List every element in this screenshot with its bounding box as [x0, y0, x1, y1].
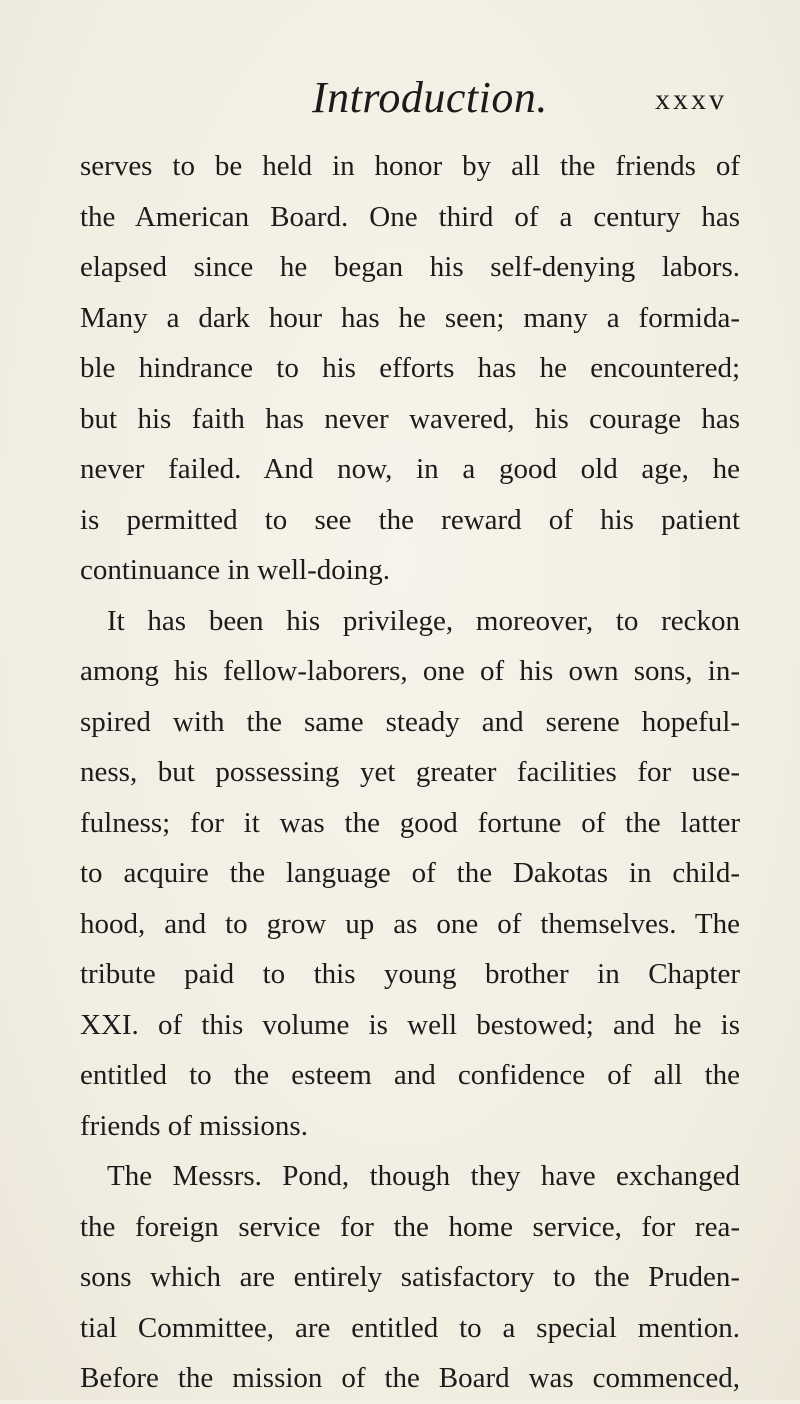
text-line: XXI. of this volume is well bestowed; and he is: [80, 1008, 740, 1041]
text-line: tribute paid to this young brother in Chapter: [80, 958, 740, 990]
text-line: the American Board. One third of a century has: [80, 200, 740, 233]
text-line: the foreign service for the home service, for rea-: [80, 1210, 740, 1243]
text-line: sons which are entirely satisfactory to the Pruden-: [80, 1261, 740, 1293]
text-line: elapsed since he began his self-denying labors.: [80, 251, 740, 283]
text-line: never failed. And now, in a good old age, he: [80, 453, 740, 485]
text-line: tial Committee, are entitled to a special mention.: [80, 1311, 740, 1344]
running-title: Introduction.: [312, 73, 548, 122]
text-line: friends of missions.: [80, 1109, 308, 1142]
page-number: xxxv: [655, 83, 727, 116]
text-line: to acquire the language of the Dakotas in child-: [80, 857, 740, 889]
text-line: Before the mission of the Board was commenced,: [80, 1362, 740, 1394]
text-line: Many a dark hour has he seen; many a formida-: [80, 301, 740, 334]
text-line: entitled to the esteem and confidence of all the: [80, 1059, 740, 1091]
text-line: The Messrs. Pond, though they have exchanged: [107, 1160, 740, 1192]
text-line: continuance in well-doing.: [80, 554, 391, 586]
text-line: is permitted to see the reward of his patient: [80, 503, 740, 536]
text-line: It has been his privilege, moreover, to reckon: [107, 604, 740, 637]
text-line: but his faith has never wavered, his courage has: [80, 402, 740, 435]
body-text: [80, 141, 740, 1404]
page-header: [0, 70, 800, 130]
text-line: serves to be held in honor by all the friends of: [80, 150, 740, 182]
text-line: fulness; for it was the good fortune of the latter: [80, 806, 740, 839]
text-line: spired with the same steady and serene hopeful-: [80, 705, 740, 738]
text-line: ble hindrance to his efforts has he encountered;: [80, 352, 740, 384]
text-line: among his fellow-laborers, one of his own sons, in-: [80, 655, 740, 687]
text-line: hood, and to grow up as one of themselves. The: [80, 907, 740, 940]
text-line: ness, but possessing yet greater facilities for use-: [80, 756, 740, 788]
